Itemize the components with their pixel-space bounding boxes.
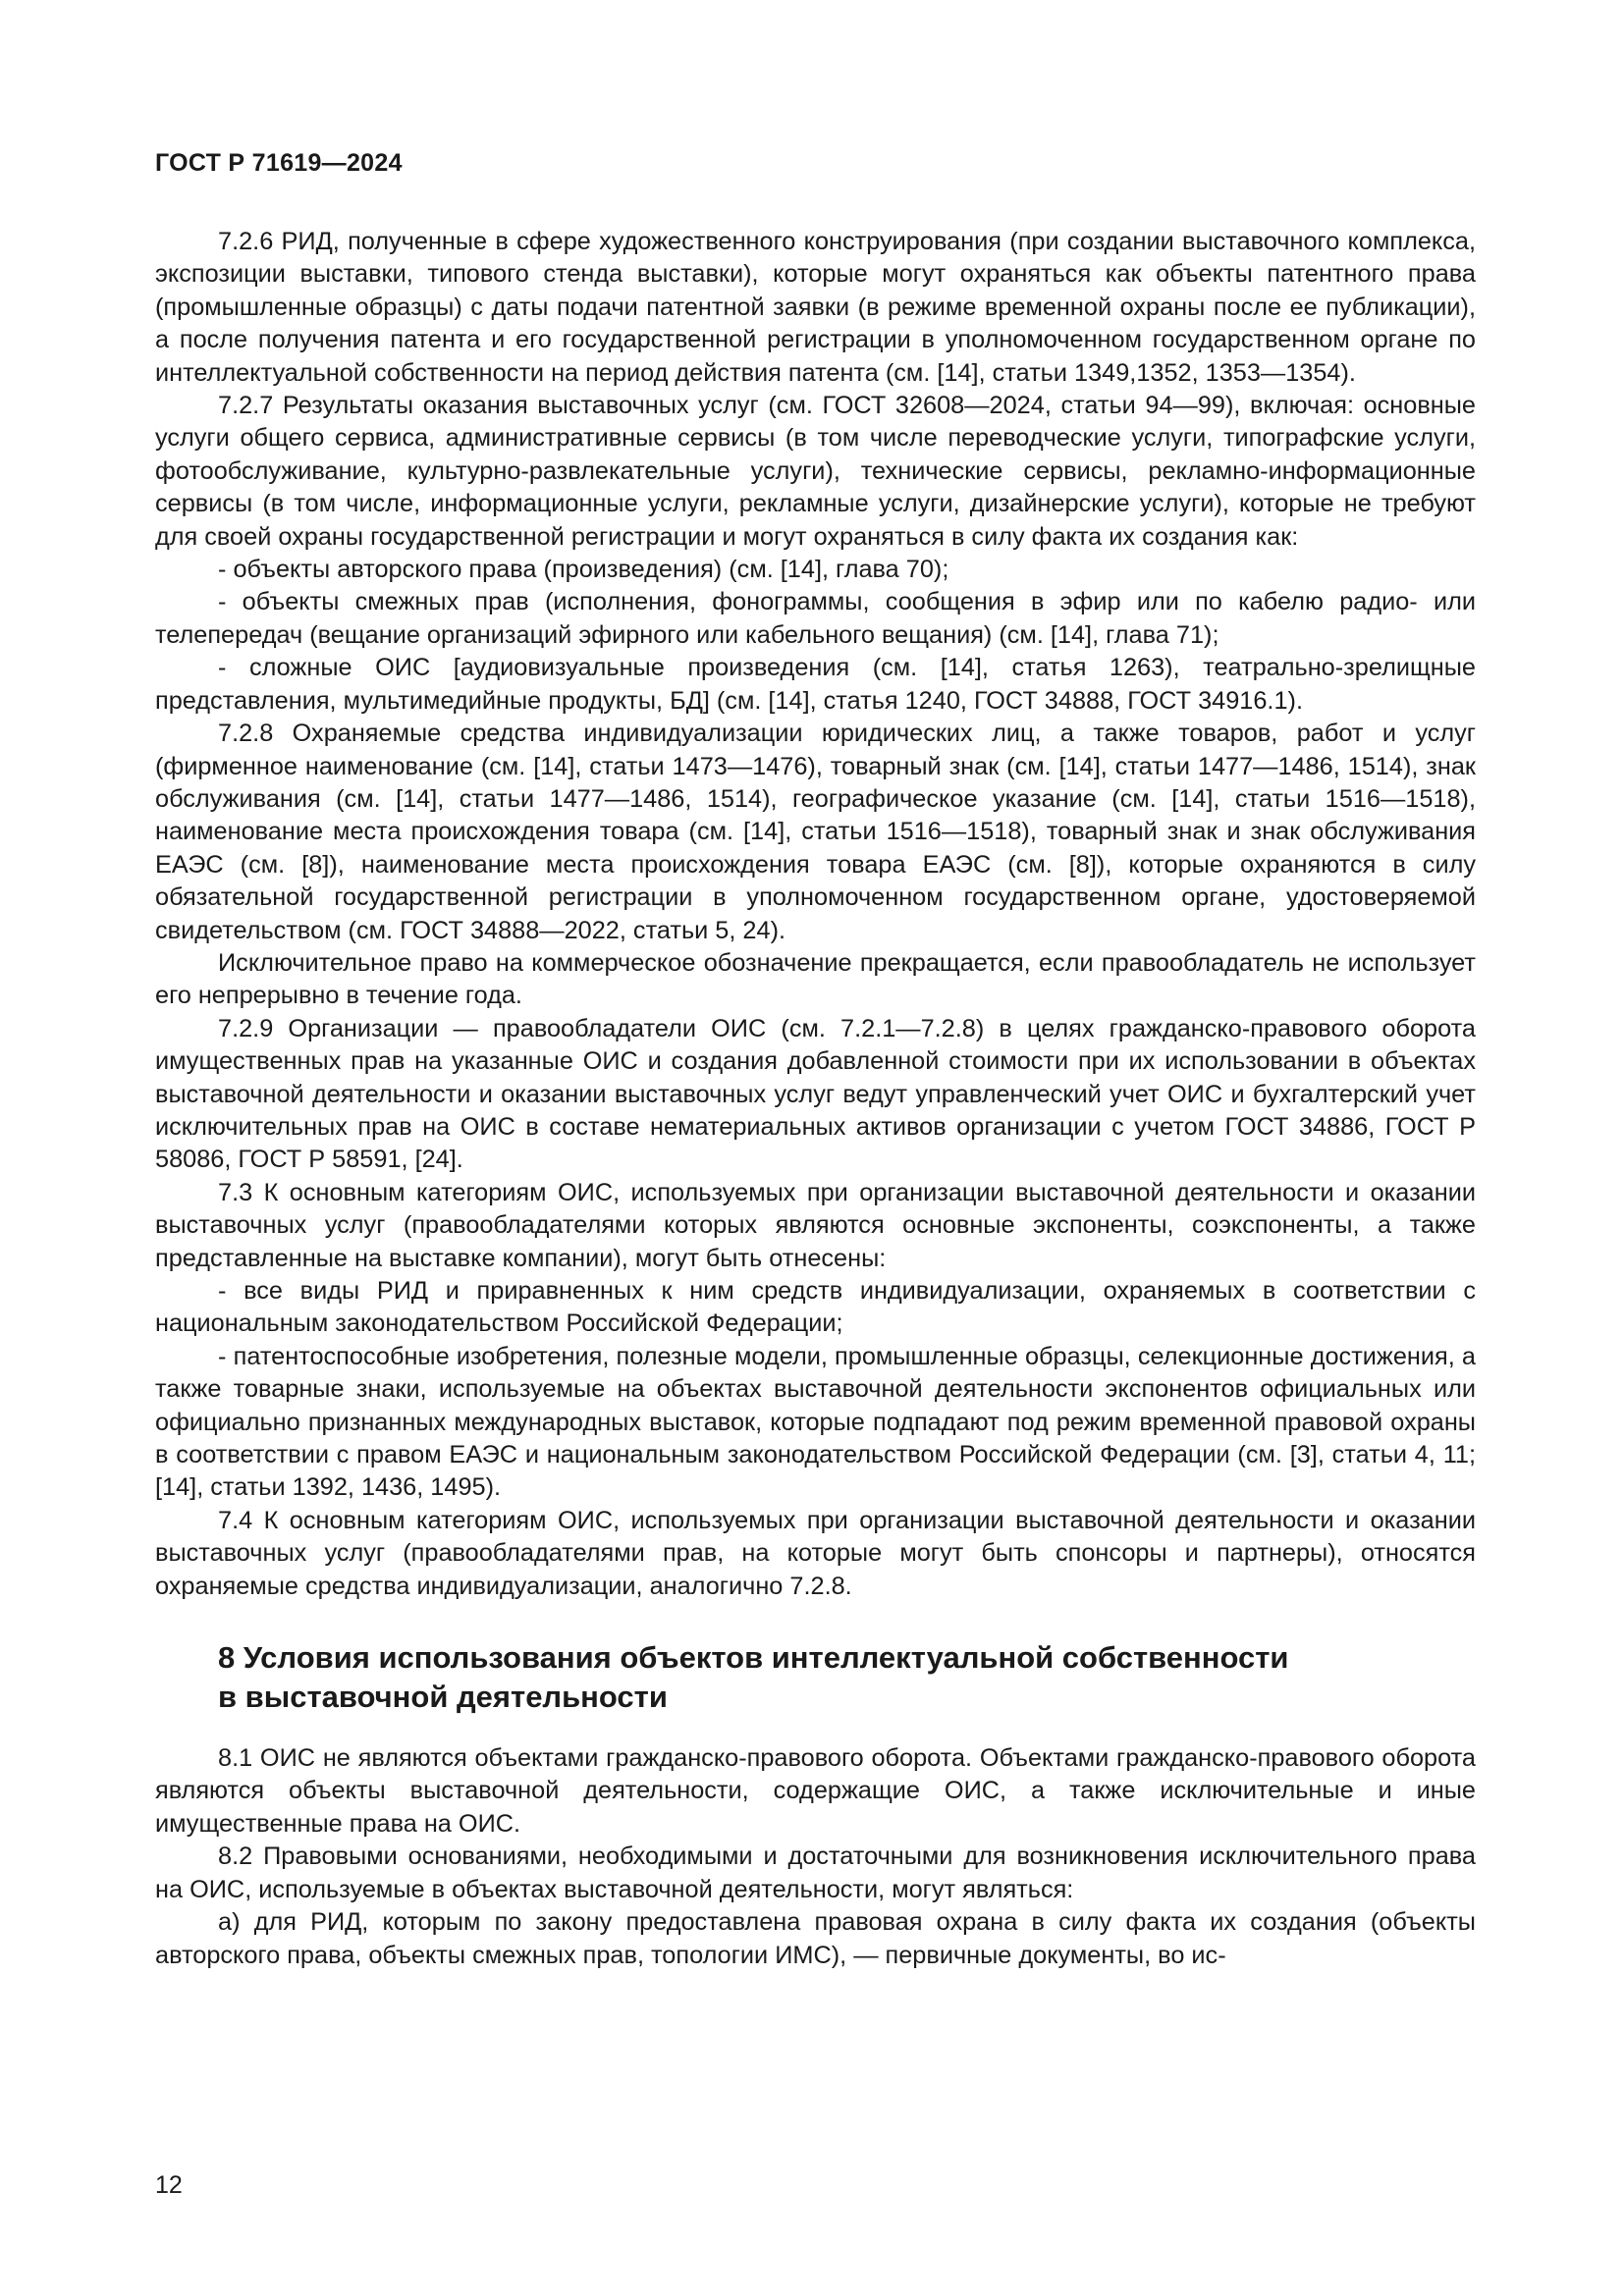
section-heading-line2: в выставочной деятельности — [218, 1680, 668, 1715]
list-item-complex-ois: - сложные ОИС [аудиовизуальные произведения (см. [14], статья 1263), театрально-зрелищные представления, мультимедийные продукты, БД] (см. [14], статья 1240, ГОСТ 34888, ГОСТ 34916.1). — [155, 654, 1476, 715]
section-heading-line1: 8 Условия использования объектов интеллектуальной собственности — [218, 1640, 1289, 1676]
list-item-all-rid: - все виды РИД и приравненных к ним средств индивидуализации, охраняемых в соответствии с национальным законодательством Российской Федерации; — [155, 1277, 1476, 1338]
paragraph-7-2-9: 7.2.9 Организации — правообладатели ОИС (см. 7.2.1—7.2.8) в целях гражданско-правового оборота имущественных прав на указанные ОИС и создания добавленной стоимости при их использовании в объектах выставочной деятельности и оказании выставочных услуг ведут управленческий учет ОИС и бухгалтерский учет исключительных прав на ОИС в составе нематериальных активов организации с учетом ГОСТ 34886, ГОСТ Р 58086, ГОСТ Р 58591, [24]. — [155, 1014, 1476, 1174]
paragraph-7-2-7: 7.2.7 Результаты оказания выставочных услуг (см. ГОСТ 32608—2024, статьи 94—99), включая: основные услуги общего сервиса, административные сервисы (в том числе переводческие услуги, типографские услуги, фотообслуживание, культурно-развлекательные услуги), технические сервисы, рекламно-информационные сервисы (в том числе, информационные услуги, рекламные услуги, дизайнерские услуги), которые не требуют для своей охраны государственной регистрации и могут охраняться в силу факта их создания как: — [155, 392, 1476, 551]
list-item-patentable: - патентоспособные изобретения, полезные модели, промышленные образцы, селекционные достижения, а также товарные знаки, используемые на объектах выставочной деятельности экспонентов официальных или официально признанных международных выставок, которые подпадают под режим временной правовой охраны в соответствии с правом ЕАЭС и национальным законодательством Российской Федерации (см. [3], статьи 4, 11; [14], статьи 1392, 1436, 1495). — [155, 1342, 1476, 1502]
document-header: ГОСТ Р 71619—2024 — [155, 149, 403, 177]
paragraph-7-2-8: 7.2.8 Охраняемые средства индивидуализации юридических лиц, а также товаров, работ и услуг (фирменное наименование (см. [14], статьи 1473—1476), товарный знак (см. [14], статьи 1477—1486, 1514), знак обслуживания (см. [14], статьи 1477—1486, 1514), географическое указание (см. [14], статьи 1516—1518), наименование места происхождения товара (см. [14], статьи 1516—1518), товарный знак и знак обслуживания ЕАЭС (см. [8]), наименование места происхождения товара ЕАЭС (см. [8]), которые охраняются в силу обязательной государственной регистрации в уполномоченном государственном органе, удостоверяемой свидетельством (см. ГОСТ 34888—2022, статьи 5, 24). — [155, 720, 1476, 944]
paragraph-commercial-designation: Исключительное право на коммерческое обозначение прекращается, если правообладатель не использует его непрерывно в течение года. — [155, 948, 1476, 1010]
paragraph-7-2-6: 7.2.6 РИД, полученные в сфере художественного конструирования (при создании выставочного комплекса, экспозиции выставки, типового стенда выставки), которые могут охраняться как объекты патентного права (промышленные образцы) с даты подачи патентной заявки (в режиме временной охраны после ее публикации), а после получения патента и его государственной регистрации в уполномоченном государственном органе по интеллектуальной собственности на период действия патента (см. [14], статьи 1349,1352, 1353—1354). — [155, 228, 1476, 387]
list-item-a: а) для РИД, которым по закону предоставлена правовая охрана в силу факта их создания (объекты авторского права, объекты смежных прав, топологии ИМС), — первичные документы, во ис- — [155, 1908, 1476, 1969]
document-body — [155, 226, 1476, 1972]
list-item-copyright: - объекты авторского права (произведения) (см. [14], глава 70); — [218, 556, 949, 584]
page-number: 12 — [155, 2171, 183, 2199]
paragraph-8-1: 8.1 ОИС не являются объектами гражданско-правового оборота. Объектами гражданско-правового оборота являются объекты выставочной деятельности, содержащие ОИС, а также исключительные и иные имущественные права на ОИС. — [155, 1744, 1476, 1838]
paragraph-7-4: 7.4 К основным категориям ОИС, используемых при организации выставочной деятельности и оказании выставочных услуг (правообладателями прав, на которые могут быть спонсоры и партнеры), относятся охраняемые средства индивидуализации, аналогично 7.2.8. — [155, 1506, 1476, 1600]
list-item-related-rights: - объекты смежных прав (исполнения, фонограммы, сообщения в эфир или по кабелю радио- или телепередач (вещание организаций эфирного или кабельного вещания) (см. [14], глава 71); — [155, 588, 1476, 649]
paragraph-7-3: 7.3 К основным категориям ОИС, используемых при организации выставочной деятельности и оказании выставочных услуг (правообладателями которых являются основные экспоненты, соэкспоненты, а также представленные на выставке компании), могут быть отнесены: — [155, 1178, 1476, 1272]
paragraph-8-2: 8.2 Правовыми основаниями, необходимыми и достаточными для возникновения исключительного права на ОИС, используемые в объектах выставочной деятельности, могут являться: — [155, 1842, 1476, 1903]
section-8-heading — [218, 1638, 1476, 1717]
